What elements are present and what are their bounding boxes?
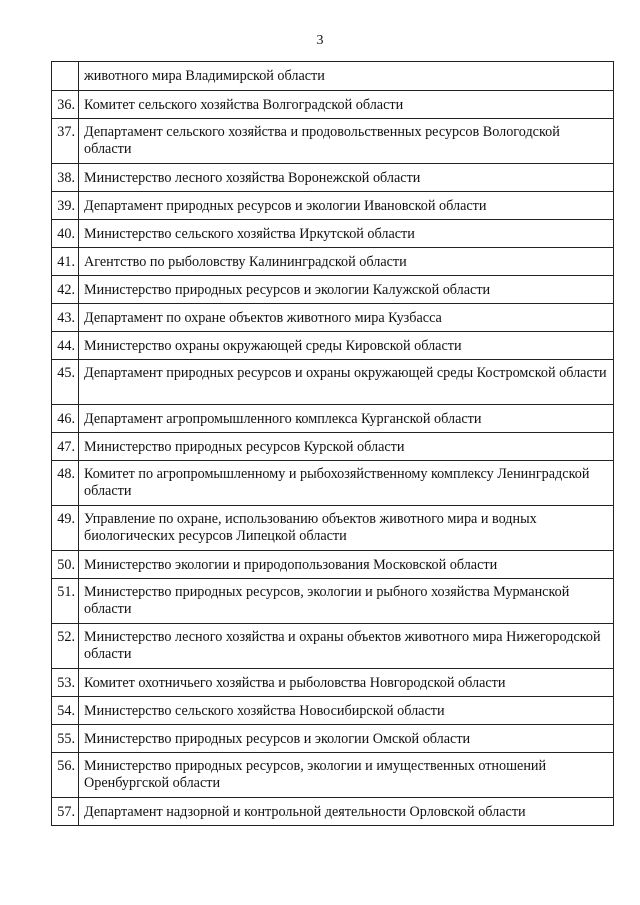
row-text: Министерство природных ресурсов и экологии Калужской области bbox=[79, 276, 614, 304]
row-number: 36. bbox=[52, 91, 79, 119]
table-row bbox=[52, 119, 614, 164]
page-number: 3 bbox=[316, 33, 324, 48]
row-number: 50. bbox=[52, 551, 79, 579]
row-text: Комитет охотничьего хозяйства и рыболовства Новгородской области bbox=[79, 669, 614, 697]
table-row bbox=[52, 725, 614, 753]
table-row bbox=[52, 624, 614, 669]
row-text: Департамент природных ресурсов и охраны окружающей среды Костромской области bbox=[79, 360, 614, 405]
row-text: Агентство по рыболовству Калининградской области bbox=[79, 248, 614, 276]
row-number: 38. bbox=[52, 164, 79, 192]
row-number: 57. bbox=[52, 798, 79, 826]
organizations-table bbox=[51, 61, 614, 826]
row-text: животного мира Владимирской области bbox=[79, 62, 614, 91]
row-text: Министерство лесного хозяйства Воронежской области bbox=[79, 164, 614, 192]
table-row bbox=[52, 753, 614, 798]
row-number: 44. bbox=[52, 332, 79, 360]
row-number: 45. bbox=[52, 360, 79, 405]
table-row bbox=[52, 551, 614, 579]
table-row bbox=[52, 248, 614, 276]
table-row bbox=[52, 192, 614, 220]
row-text: Министерство природных ресурсов Курской области bbox=[79, 433, 614, 461]
table-row bbox=[52, 798, 614, 826]
row-number: 47. bbox=[52, 433, 79, 461]
row-number: 46. bbox=[52, 405, 79, 433]
row-text: Комитет по агропромышленному и рыбохозяйственному комплексу Ленинградской области bbox=[79, 461, 614, 506]
row-text: Комитет сельского хозяйства Волгоградской области bbox=[79, 91, 614, 119]
row-text: Министерство природных ресурсов, экологии и рыбного хозяйства Мурманской области bbox=[79, 579, 614, 624]
row-text: Департамент природных ресурсов и экологии Ивановской области bbox=[79, 192, 614, 220]
table-row bbox=[52, 697, 614, 725]
row-number: 42. bbox=[52, 276, 79, 304]
table-row bbox=[52, 669, 614, 697]
row-text: Департамент по охране объектов животного мира Кузбасса bbox=[79, 304, 614, 332]
table-row bbox=[52, 332, 614, 360]
row-number: 41. bbox=[52, 248, 79, 276]
row-text: Министерство охраны окружающей среды Кировской области bbox=[79, 332, 614, 360]
row-number: 54. bbox=[52, 697, 79, 725]
table-row bbox=[52, 220, 614, 248]
row-number: 51. bbox=[52, 579, 79, 624]
table-row bbox=[52, 304, 614, 332]
table-row bbox=[52, 276, 614, 304]
table-row bbox=[52, 433, 614, 461]
row-number: 53. bbox=[52, 669, 79, 697]
row-text: Министерство сельского хозяйства Новосибирской области bbox=[79, 697, 614, 725]
row-number: 49. bbox=[52, 506, 79, 551]
row-text: Департамент сельского хозяйства и продовольственных ресурсов Вологодской области bbox=[79, 119, 614, 164]
table-row bbox=[52, 164, 614, 192]
row-text: Министерство природных ресурсов, экологии и имущественных отношений Оренбургской области bbox=[79, 753, 614, 798]
row-number bbox=[52, 62, 79, 91]
row-number: 55. bbox=[52, 725, 79, 753]
row-number: 48. bbox=[52, 461, 79, 506]
row-text: Управление по охране, использованию объектов животного мира и водных биологических ресурсов Липецкой области bbox=[79, 506, 614, 551]
table-row bbox=[52, 506, 614, 551]
row-text: Министерство экологии и природопользования Московской области bbox=[79, 551, 614, 579]
row-text: Министерство лесного хозяйства и охраны объектов животного мира Нижегородской области bbox=[79, 624, 614, 669]
row-text: Министерство природных ресурсов и экологии Омской области bbox=[79, 725, 614, 753]
row-text: Департамент надзорной и контрольной деятельности Орловской области bbox=[79, 798, 614, 826]
table-row bbox=[52, 360, 614, 405]
table-row bbox=[52, 405, 614, 433]
row-number: 40. bbox=[52, 220, 79, 248]
table-row bbox=[52, 461, 614, 506]
row-number: 37. bbox=[52, 119, 79, 164]
table-row bbox=[52, 579, 614, 624]
table-row bbox=[52, 62, 614, 91]
row-number: 43. bbox=[52, 304, 79, 332]
row-number: 56. bbox=[52, 753, 79, 798]
row-text: Департамент агропромышленного комплекса Курганской области bbox=[79, 405, 614, 433]
row-number: 52. bbox=[52, 624, 79, 669]
row-text: Министерство сельского хозяйства Иркутской области bbox=[79, 220, 614, 248]
row-number: 39. bbox=[52, 192, 79, 220]
table-row bbox=[52, 91, 614, 119]
